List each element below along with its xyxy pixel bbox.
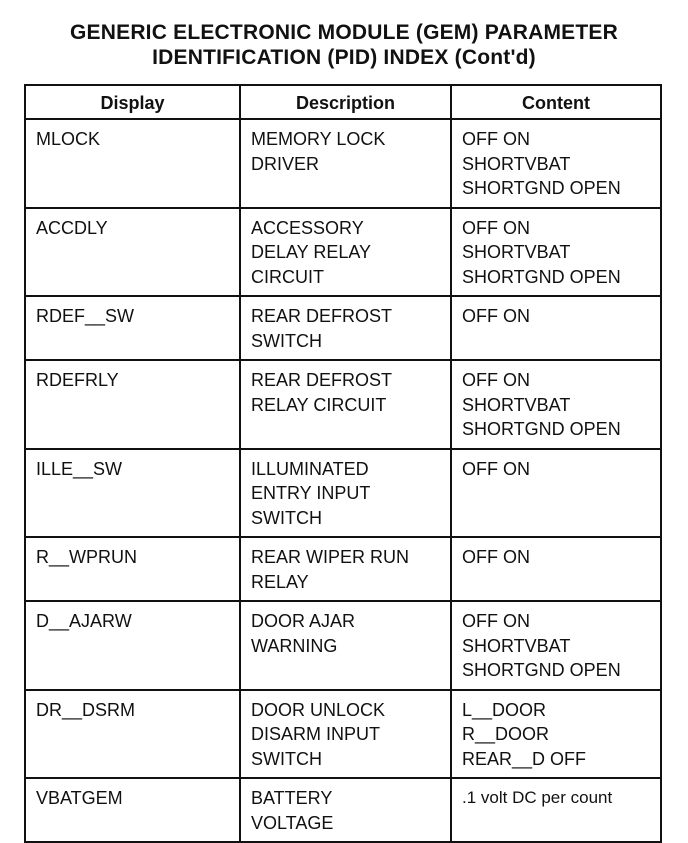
- table-row: [25, 449, 661, 538]
- cell-content: OFF ON: [451, 449, 661, 538]
- column-header-description: Description: [240, 85, 451, 119]
- cell-display: ACCDLY: [25, 208, 240, 297]
- table-header-row: [25, 85, 661, 119]
- cell-description: MEMORY LOCK DRIVER: [240, 119, 451, 208]
- cell-description: ILLUMINATED ENTRY INPUT SWITCH: [240, 449, 451, 538]
- cell-display: ILLE__SW: [25, 449, 240, 538]
- cell-description: DOOR UNLOCK DISARM INPUT SWITCH: [240, 690, 451, 779]
- pid-index-table: [24, 84, 662, 843]
- cell-content: OFF ON SHORTVBAT SHORTGND OPEN: [451, 360, 661, 449]
- cell-description: REAR WIPER RUN RELAY: [240, 537, 451, 601]
- cell-content: OFF ON SHORTVBAT SHORTGND OPEN: [451, 119, 661, 208]
- cell-content: OFF ON SHORTVBAT SHORTGND OPEN: [451, 601, 661, 690]
- table-row: [25, 537, 661, 601]
- cell-display: RDEF__SW: [25, 296, 240, 360]
- table-row: [25, 119, 661, 208]
- cell-description: REAR DEFROST SWITCH: [240, 296, 451, 360]
- cell-description: REAR DEFROST RELAY CIRCUIT: [240, 360, 451, 449]
- column-header-display: Display: [25, 85, 240, 119]
- cell-description: BATTERY VOLTAGE: [240, 778, 451, 842]
- cell-content: OFF ON SHORTVBAT SHORTGND OPEN: [451, 208, 661, 297]
- column-header-content: Content: [451, 85, 661, 119]
- cell-display: DR__DSRM: [25, 690, 240, 779]
- table-row: [25, 690, 661, 779]
- cell-description: ACCESSORY DELAY RELAY CIRCUIT: [240, 208, 451, 297]
- table-row: [25, 778, 661, 842]
- cell-display: RDEFRLY: [25, 360, 240, 449]
- title-line-1: GENERIC ELECTRONIC MODULE (GEM) PARAMETER: [70, 21, 618, 44]
- cell-display: D__AJARW: [25, 601, 240, 690]
- table-row: [25, 296, 661, 360]
- cell-content: L__DOOR R__DOOR REAR__D OFF: [451, 690, 661, 779]
- table-row: [25, 360, 661, 449]
- page-title: [0, 20, 688, 70]
- cell-description: DOOR AJAR WARNING: [240, 601, 451, 690]
- cell-content: .1 volt DC per count: [451, 778, 661, 842]
- cell-content: OFF ON: [451, 537, 661, 601]
- cell-display: MLOCK: [25, 119, 240, 208]
- table-row: [25, 601, 661, 690]
- cell-display: R__WPRUN: [25, 537, 240, 601]
- cell-content: OFF ON: [451, 296, 661, 360]
- table-row: [25, 208, 661, 297]
- cell-display: VBATGEM: [25, 778, 240, 842]
- title-line-2: IDENTIFICATION (PID) INDEX (Cont'd): [152, 46, 536, 69]
